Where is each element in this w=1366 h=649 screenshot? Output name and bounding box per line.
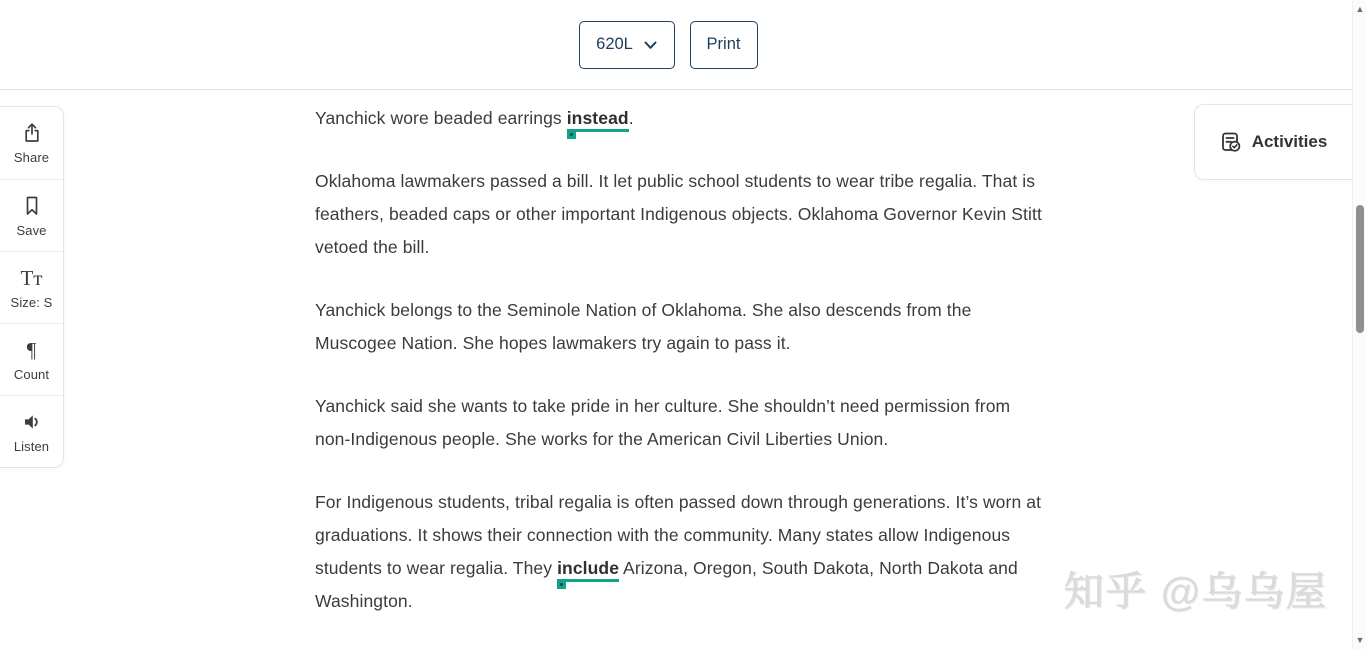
vocab-word[interactable]: include [557,558,619,582]
vocab-marker-icon[interactable] [557,580,566,589]
sidebar-item-label: Share [13,150,50,165]
sidebar-item-size[interactable] [0,251,63,323]
article-paragraph [315,294,1043,360]
article-text: Yanchick belongs to the Seminole Nation of Oklahoma. She also descends from the Muscogee Nation. She hopes lawmakers try again to pass it. [315,300,972,353]
sidebar-item-save[interactable] [0,179,63,251]
article-text: . [628,108,634,128]
activities-button[interactable] [1194,104,1352,180]
sidebar-item-count[interactable] [0,323,63,395]
article-body [315,102,1043,648]
vocab-marker-icon[interactable] [567,130,576,139]
sidebar-item-label: Count [13,366,50,382]
paragraph-icon: ¶ [26,337,37,362]
sidebar-item-label: Save [16,222,47,238]
article-text: Oklahoma lawmakers passed a bill. It let public school students to wear tribe regalia. That is feathers, beaded caps or other important Indigenous objects. Oklahoma Governor Kevin Stitt vetoed the bill. [315,171,1042,257]
article-text: Yanchick said she wants to take pride in her culture. She shouldn’t need permission from non-Indigenous people. She works for the American Civil Liberties Union. [315,396,1011,449]
sidebar-item-share[interactable] [0,107,63,179]
scrollbar-thumb[interactable] [1356,205,1364,333]
chevron-down-icon [644,41,657,50]
article-paragraph [315,165,1043,264]
bookmark-icon [23,194,41,218]
toolbar [0,0,1352,90]
article-text: For Indigenous students, tribal regalia is often passed down through generations. It’s worn at graduations. It shows their connection with the community. Many states allow Indigenous students to wear regalia. They [315,492,1042,578]
lexile-level-value: 620L [596,35,633,53]
article-paragraph [315,390,1043,456]
sidebar-item-label: Listen [13,438,50,454]
article-text: Arizona, Oregon, South Dakota, North Dakota and Washington. [315,558,1018,611]
sidebar-item-label: Size: S [10,294,53,310]
text-size-icon: Tᴛ [20,265,43,290]
scroll-up-arrow-icon[interactable]: ▲ [1355,4,1365,14]
reading-tools-sidebar [0,106,64,468]
lexile-level-dropdown[interactable] [579,21,675,69]
article-text: Yanchick wore beaded earrings [315,108,567,128]
toolbar-controls [579,21,758,69]
article-paragraph [315,102,1043,135]
assignment-check-icon [1220,131,1243,154]
sidebar-item-listen[interactable] [0,395,63,467]
scroll-down-arrow-icon[interactable]: ▼ [1355,635,1365,645]
share-icon [22,121,42,145]
speaker-icon [21,410,43,434]
article-paragraph [315,486,1043,618]
vocab-word[interactable]: instead [567,108,629,132]
print-button[interactable]: Print [690,21,758,69]
watermark: 知乎 @乌乌屋 [1063,570,1328,614]
scrollbar[interactable] [1352,0,1366,649]
activities-label: Activities [1251,132,1328,151]
